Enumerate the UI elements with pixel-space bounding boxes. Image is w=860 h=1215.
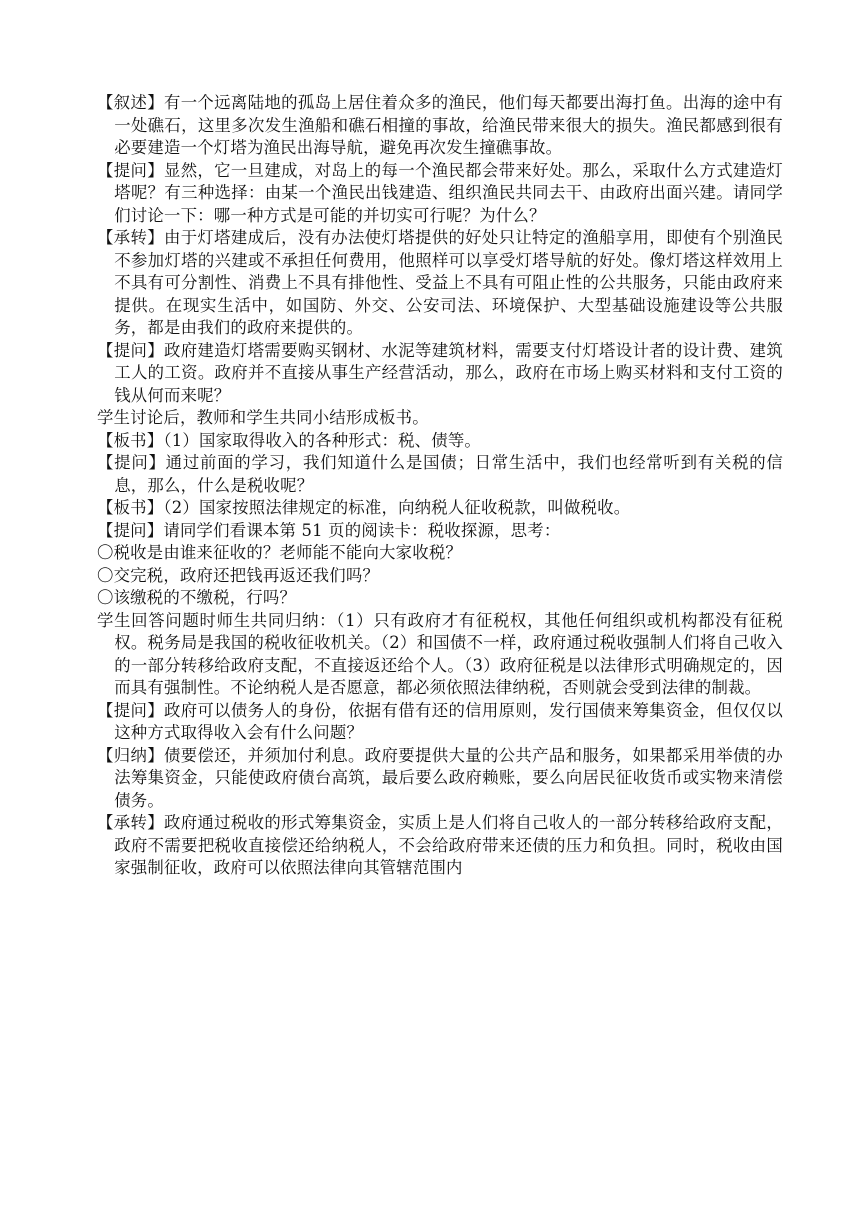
paragraph-tag: 【板书】 — [97, 430, 164, 450]
bullet-text: 该缴税的不缴税，行吗？ — [113, 588, 297, 607]
paragraph-tag: 【板书】 — [97, 498, 164, 517]
paragraph-text: （1）国家取得收入的各种形式：税、债等。 — [163, 430, 482, 450]
paragraph-text: 显然，它一旦建成，对岛上的每一个渔民都会带来好处。那么，采取什么方式建造灯塔呢？有三种选择：由某一个渔民出钱建造、组织渔民共同去干、由政府出面兴建。请同学们讨论一下：哪一种方式是可能的并切实可行呢？为什么？ — [114, 160, 783, 225]
paragraph-tag: 【提问】 — [97, 520, 164, 540]
paragraph-summary — [97, 610, 783, 700]
paragraph-question — [97, 520, 783, 543]
paragraph-question — [97, 700, 783, 745]
paragraph-tag: 【归纳】 — [97, 745, 164, 765]
paragraph-text: 政府建造灯塔需要购买钢材、水泥等建筑材料，需要支付灯塔设计者的设计费、建筑工人的工资。政府并不直接从事生产经营活动，那么，政府在市场上购买材料和支付工资的钱从何而来呢？ — [114, 340, 783, 405]
circle-bullet-icon: 〇 — [97, 543, 114, 562]
paragraph-tag: 【叙述】 — [97, 93, 164, 112]
paragraph-tag: 【承转】 — [97, 228, 164, 247]
paragraph-narration — [97, 92, 783, 160]
paragraph-text: 政府可以债务人的身份，依据有借有还的信用原则，发行国债来筹集资金，但仅仅以这种方式取得收入会有什么问题？ — [114, 700, 783, 742]
paragraph-question — [97, 340, 783, 408]
paragraph-plain — [97, 407, 783, 430]
paragraph-question — [97, 452, 783, 497]
paragraph-text: 有一个远离陆地的孤岛上居住着众多的渔民，他们每天都要出海打鱼。出海的途中有一处礁石，这里多次发生渔船和礁石相撞的事故，给渔民带来很大的损失。渔民都感到很有必要建造一个灯塔为渔民出海导航，避免再次发生撞礁事故。 — [114, 93, 783, 157]
paragraph-tag: 【提问】 — [97, 453, 166, 472]
bullet-item — [97, 542, 783, 565]
circle-bullet-icon: 〇 — [97, 588, 114, 607]
bullet-item — [97, 587, 783, 610]
paragraph-conclusion — [97, 745, 783, 813]
paragraph-text: 由于灯塔建成后，没有办法使灯塔提供的好处只让特定的渔船享用，即使有个别渔民不参加灯塔的兴建或不承担任何费用，他照样可以享受灯塔导航的好处。像灯塔这样效用上不具有可分割性、消费上不具有排他性、受益上不具有可阻止性的公共服务，只能由政府来提供。在现实生活中，如国防、外交、公安司法、环境保护、大型基础设施建设等公共服务，都是由我们的政府来提供的。 — [114, 228, 783, 337]
paragraph-question — [97, 160, 783, 228]
bullet-item — [97, 565, 783, 588]
paragraph-text: 债要偿还，并须加付利息。政府要提供大量的公共产品和服务，如果都采用举债的办法筹集资金，只能使政府债台高筑，最后要么政府赖账，要么向居民征收货币或实物来清偿债务。 — [114, 745, 783, 810]
bullet-text: 税收是由谁来征收的？老师能不能向大家收税？ — [113, 543, 462, 562]
paragraph-board — [97, 497, 783, 520]
paragraph-text: 请同学们看课本第 51 页的阅读卡：税收探源，思考： — [163, 520, 561, 540]
paragraph-tag: 【提问】 — [97, 340, 164, 360]
paragraph-transition — [97, 227, 783, 340]
paragraph-tag: 【提问】 — [97, 160, 164, 180]
circle-bullet-icon: 〇 — [97, 565, 114, 585]
paragraph-text: 通过前面的学习，我们知道什么是国债；日常生活中，我们也经常听到有关税的信息，那么，什么是税收呢？ — [114, 453, 783, 495]
paragraph-transition — [97, 812, 783, 880]
bullet-text: 交完税，政府还把钱再返还我们吗？ — [113, 565, 380, 585]
paragraph-tag: 【承转】 — [97, 813, 164, 832]
paragraph-board — [97, 430, 783, 453]
document-body — [97, 92, 783, 880]
paragraph-text: （2）国家按照法律规定的标准，向纳税人征收税款，叫做税收。 — [163, 498, 631, 517]
paragraph-text: 学生回答问题时师生共同归纳：（1）只有政府才有征税权，其他任何组织或机构都没有征税权。税务局是我国的税收征收机关。（2）和国债不一样，政府通过税收强制人们将自己收入的一部分转移给政府支配，不直接返还给个人。（3）政府征税是以法律形式明确规定的，因而具有强制性。不论纳税人是否愿意，都必须依照法律纳税，否则就会受到法律的制裁。 — [97, 610, 783, 697]
paragraph-text: 政府通过税收的形式筹集资金，实质上是人们将自己收人的一部分转移给政府支配，政府不需要把税收直接偿还给纳税人，不会给政府带来还债的压力和负担。同时，税收由国家强制征收，政府可以依照法律向其管辖范围内 — [114, 813, 783, 877]
paragraph-text: 学生讨论后，教师和学生共同小结形成板书。 — [97, 408, 429, 427]
paragraph-tag: 【提问】 — [97, 700, 164, 720]
